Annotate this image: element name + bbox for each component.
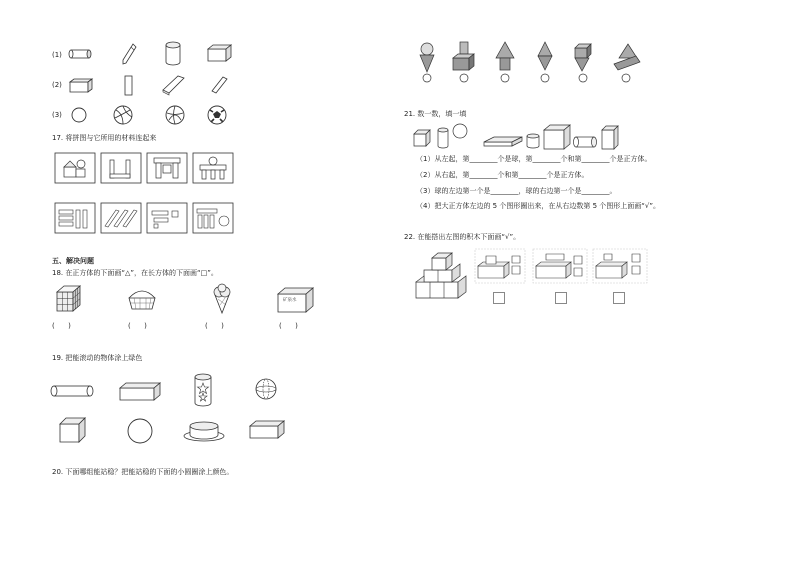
stack-cone-on-cylinders	[610, 40, 644, 84]
q18-answer-1[interactable]: ( )	[52, 322, 71, 330]
water-box-label: 矿泉水	[283, 298, 297, 303]
q22-target-stack	[414, 248, 472, 302]
circle-1	[423, 74, 431, 82]
q17-puzzle-4[interactable]	[192, 152, 234, 184]
q21-small-cube-icon	[414, 130, 430, 146]
pencil-icon	[120, 42, 138, 66]
q20-title: 20. 下面哪组能站稳？把能站稳的下面的小圆圈涂上颜色。	[52, 468, 234, 476]
q18-answer-4[interactable]: ( )	[279, 322, 298, 330]
slanted-rod-icon	[208, 73, 230, 95]
q19-cube-icon[interactable]	[58, 416, 88, 444]
q19-brick-icon[interactable]	[248, 418, 288, 440]
q21-title: 21. 数一数，填一填	[404, 110, 467, 118]
row-label-1: (1)	[52, 51, 62, 59]
q21-shapes	[412, 122, 642, 152]
q17-puzzle-3[interactable]	[146, 152, 188, 184]
stack-cone-on-sphere	[414, 40, 440, 84]
rubiks-cube-icon	[54, 284, 84, 314]
q22-option-3	[592, 248, 648, 284]
q17-puzzle-2[interactable]	[100, 152, 142, 184]
q19-sphere-icon[interactable]	[254, 377, 278, 401]
q21-line-3[interactable]: （3）球的左边第一个是________，球的右边第一个是________。	[416, 187, 617, 195]
q19-title: 19. 把能滚动的物体涂上绿色	[52, 354, 143, 362]
q21-line-4[interactable]: （4）把大正方体左边的 5 个图形圈出来，在从右边数第 5 个图形上面画“√”。	[416, 202, 660, 210]
q19-cake-icon[interactable]	[182, 418, 226, 442]
q22-title: 22. 在能搭出左图的积木下面画“√”。	[404, 233, 521, 241]
q22-answer-box-2[interactable]	[555, 292, 567, 304]
cuboid-flat-icon	[68, 77, 96, 95]
q17-puzzle-1[interactable]	[54, 152, 96, 184]
ring-icon	[70, 106, 88, 124]
q19-can-icon[interactable]	[192, 372, 214, 408]
stack-cube-on-cone	[570, 40, 596, 84]
q17-material-4[interactable]	[192, 202, 234, 234]
q22-answer-box-1[interactable]	[493, 292, 505, 304]
ice-cream-icon	[210, 283, 234, 315]
q22-answer-box-3[interactable]	[613, 292, 625, 304]
ball-icon	[164, 104, 186, 126]
q18-title: 18. 在正方体的下面画“△”，在长方体的下面画“□”。	[52, 269, 218, 277]
q21-tall-cuboid-icon	[602, 126, 618, 149]
q18-answer-2[interactable]: ( )	[128, 322, 147, 330]
stack-cone-on-cylinder	[492, 40, 518, 84]
cuboid-icon	[206, 43, 234, 63]
q17-title: 17. 将拼图与它所用的材料连起来	[52, 134, 157, 142]
q21-sphere-icon	[453, 124, 467, 138]
stack-cone-on-cone	[532, 40, 558, 84]
q21-line-2[interactable]: （2）从右起，第________个和第________个是正方体。	[416, 171, 589, 179]
q22-option-2	[532, 248, 588, 284]
q21-board-icon	[484, 137, 522, 146]
basket-icon	[126, 286, 158, 312]
q19-cuboid-icon[interactable]	[118, 380, 164, 402]
cylinder-upright-icon	[164, 41, 182, 67]
stack-cylinder-on-cube	[451, 40, 477, 84]
row-label-3: (3)	[52, 111, 62, 119]
q21-big-cube-icon	[544, 125, 570, 149]
tall-cuboid-icon	[123, 74, 135, 98]
q21-lying-cylinder-icon	[574, 137, 597, 147]
q19-circle-icon[interactable]	[126, 417, 154, 445]
q17-material-1[interactable]	[54, 202, 96, 234]
slanted-prism-icon	[160, 72, 188, 96]
cylinder-lying-icon	[68, 46, 94, 62]
water-box-icon	[276, 286, 316, 314]
section-5-heading: 五、解决问题	[52, 257, 94, 265]
q22-option-1	[474, 248, 526, 284]
q18-answer-3[interactable]: ( )	[205, 322, 224, 330]
q17-material-3[interactable]	[146, 202, 188, 234]
q17-material-2[interactable]	[100, 202, 142, 234]
q21-cylinder-icon	[438, 128, 448, 148]
soccer-ball-icon	[206, 104, 228, 126]
q21-short-cylinder-icon	[527, 134, 539, 148]
q19-cylinder-icon[interactable]	[50, 383, 96, 399]
row-label-2: (2)	[52, 81, 62, 89]
volleyball-icon	[112, 104, 134, 126]
q21-line-1[interactable]: （1）从左起，第________个是球，第________个和第________个是正方体。	[416, 155, 652, 163]
